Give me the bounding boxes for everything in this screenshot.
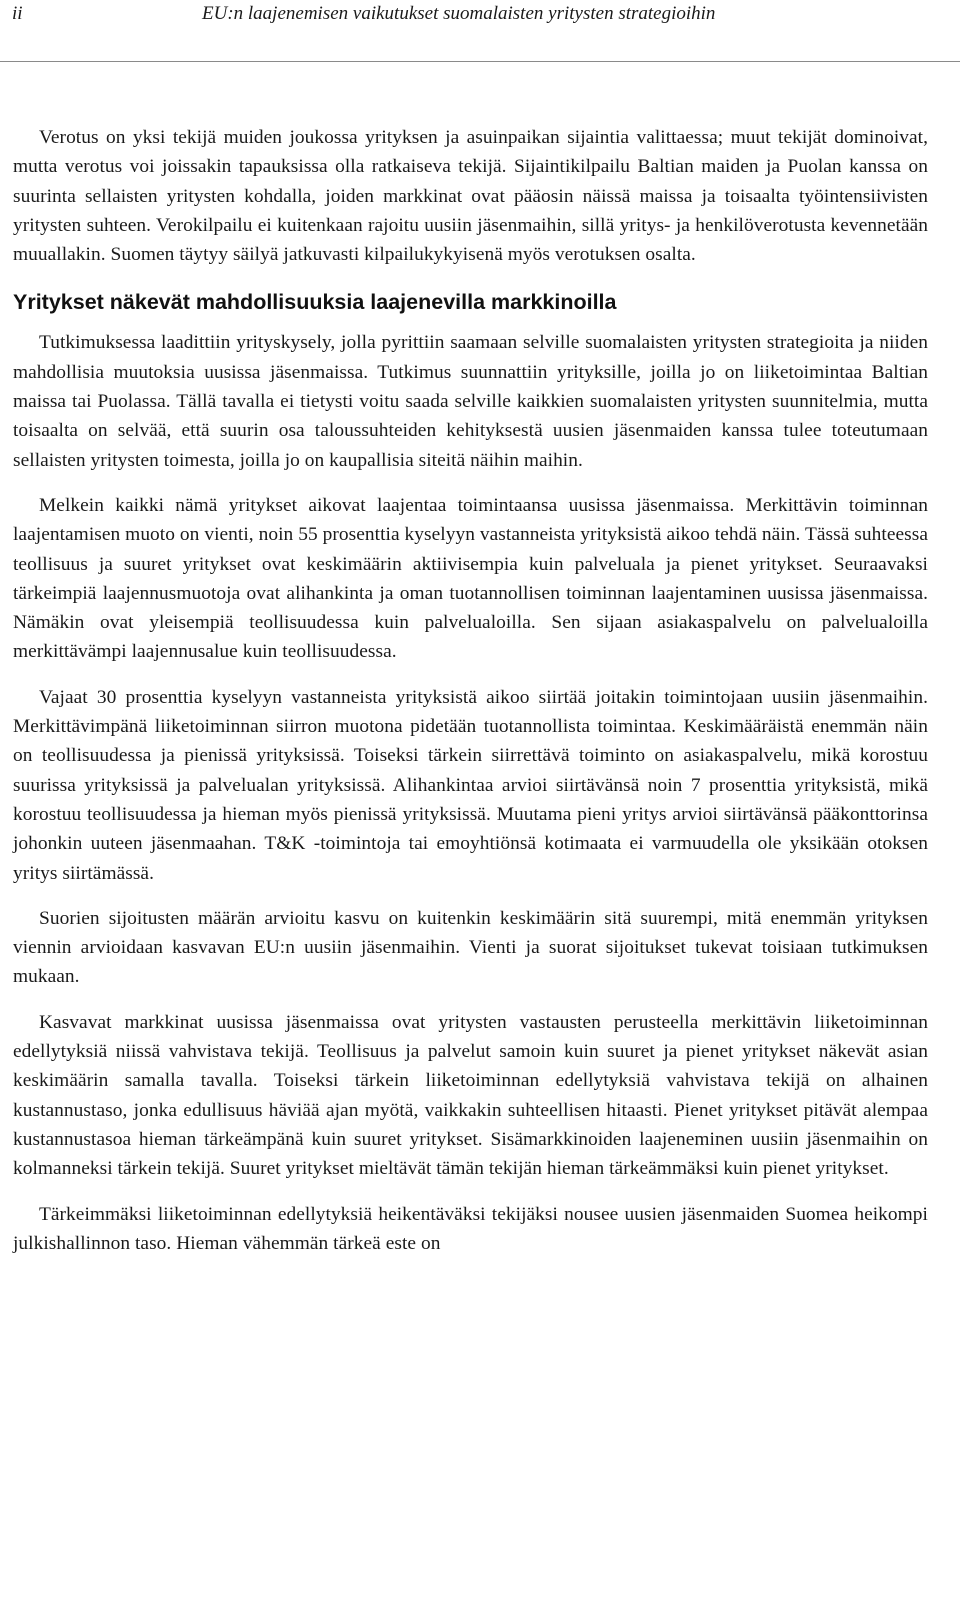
body-paragraph: Tärkeimmäksi liiketoiminnan edellytyksiä heikentäväksi tekijäksi nousee uusien jäsenmaiden Suomea heikompi julkishallinnon taso. Hieman vähemmän tärkeä este on xyxy=(13,1203,928,1254)
running-header xyxy=(0,0,960,62)
body-paragraph: Kasvavat markkinat uusissa jäsenmaissa ovat yritysten vastausten perusteella merkittävin liiketoiminnan edellytyksiä niissä vahvistava tekijä. Teollisuus ja palvelut samoin kuin suuret ja pienet yritykset näkevät asian keskimäärin samalla tavalla. Toiseksi tärkein liiketoiminnan edellytyksiä vahvistava tekijä on alhainen kustannustaso, jonka edullisuus häviää ajan myötä, vaikkakin suhteellisen hitaasti. Pienet yritykset pitävät alempaa kustannustasoa hieman tärkeämpänä kuin suuret yritykset. Sisämarkkinoiden laajeneminen uusiin jäsenmaihin on kolmanneksi tärkein tekijä. Suuret yritykset mieltävät tämän tekijän hieman tärkeämmäksi kuin pienet yritykset. xyxy=(13,1011,928,1180)
body-paragraph: Melkein kaikki nämä yritykset aikovat laajentaa toimintaansa uusissa jäsenmaissa. Merkittävin toiminnan laajentamisen muoto on vienti, noin 55 prosenttia kyselyyn vastanneista yrityksistä aikoo tehdä näin. Tässä suhteessa teollisuus ja suuret yritykset ovat keskimäärin aktiivisempia kuin palveluala ja pienet yritykset. Seuraavaksi tärkeimpiä laajennusmuotoja ovat alihankinta ja oman tuotannollisen toiminnan laajentaminen uusissa jäsenmaissa. Nämäkin ovat yleisempiä teollisuudessa kuin palvelualoilla. Sen sijaan asiakaspalvelu on palvelualoilla merkittävämpi laajennusalue kuin teollisuudessa. xyxy=(13,494,928,663)
running-title: EU:n laajenemisen vaikutukset suomalaisten yritysten strategioihin xyxy=(202,3,716,24)
body-paragraph: Suorien sijoitusten määrän arvioitu kasvu on kuitenkin keskimäärin sitä suurempi, mitä enemmän yrityksen viennin arvioidaan kasvavan EU:n uusiin jäsenmaihin. Vienti ja suorat sijoitukset tukevat toisiaan tutkimuksen mukaan. xyxy=(13,907,928,988)
section-heading: Yritykset näkevät mahdollisuuksia laajenevilla markkinoilla xyxy=(13,290,617,315)
page-body xyxy=(13,123,928,1274)
intro-paragraph: Verotus on yksi tekijä muiden joukossa yrityksen ja asuinpaikan sijaintia valittaessa; muut tekijät dominoivat, mutta verotus voi joissakin tapauksissa olla ratkaiseva tekijä. Sijaintikilpailu Baltian maiden ja Puolan kanssa on suurinta sellaisten yritysten kohdalla, joiden markkinat ovat pääosin näissä maissa ja toisaalta työintensiivisten yritysten suhteen. Verokilpailu ei kuitenkaan rajoitu uusiin jäsenmaihin, sillä yritys- ja henkilöverotusta kevennetään muuallakin. Suomen täytyy säilyä jatkuvasti kilpailukykyisenä myös verotuksen osalta. xyxy=(13,127,928,266)
body-paragraph: Vajaat 30 prosenttia kyselyyn vastanneista yrityksistä aikoo siirtää joitakin toimintojaan uusiin jäsenmaihin. Merkittävimpänä liiketoiminnan siirron muotona pidetään tuotannollista toimintaa. Keskimääräistä enemmän näin on teollisuudessa ja pienissä yrityksissä. Toiseksi tärkein siirrettävä toiminto on asiakaspalvelu, mikä korostuu suurissa yrityksissä ja palvelualan yrityksissä. Alihankintaa arvioi siirtävänsä noin 7 prosenttia yrityksistä, mikä korostuu teollisuudessa ja hieman myös pienissä yrityksissä. Muutama pieni yritys arvioi siirtävänsä pääkonttorinsa johonkin uuteen jäsenmaahan. T&K -toimintoja tai emoyhtiönsä kotimaata ei varmuudella ole yksikään otoksen yritys siirtämässä. xyxy=(13,686,928,884)
page-number: ii xyxy=(12,3,23,24)
body-paragraph: Tutkimuksessa laadittiin yrityskysely, jolla pyrittiin saamaan selville suomalaisten yritysten strategioita ja niiden mahdollisia muutoksia uusissa jäsenmaissa. Tutkimus suunnattiin yrityksille, joilla jo on liiketoimintaa Baltian maissa tai Puolassa. Tällä tavalla ei tietysti voitu saada selville kaikkien suomalaisten yritysten suunnitelmia, mutta toisaalta on selvää, että suurin osa taloussuhteiden kehityksestä uusien jäsenmaiden kanssa tulee toteutumaan sellaisten yritysten toimesta, joilla jo on kaupallisia siteitä näihin maihin. xyxy=(13,332,928,471)
